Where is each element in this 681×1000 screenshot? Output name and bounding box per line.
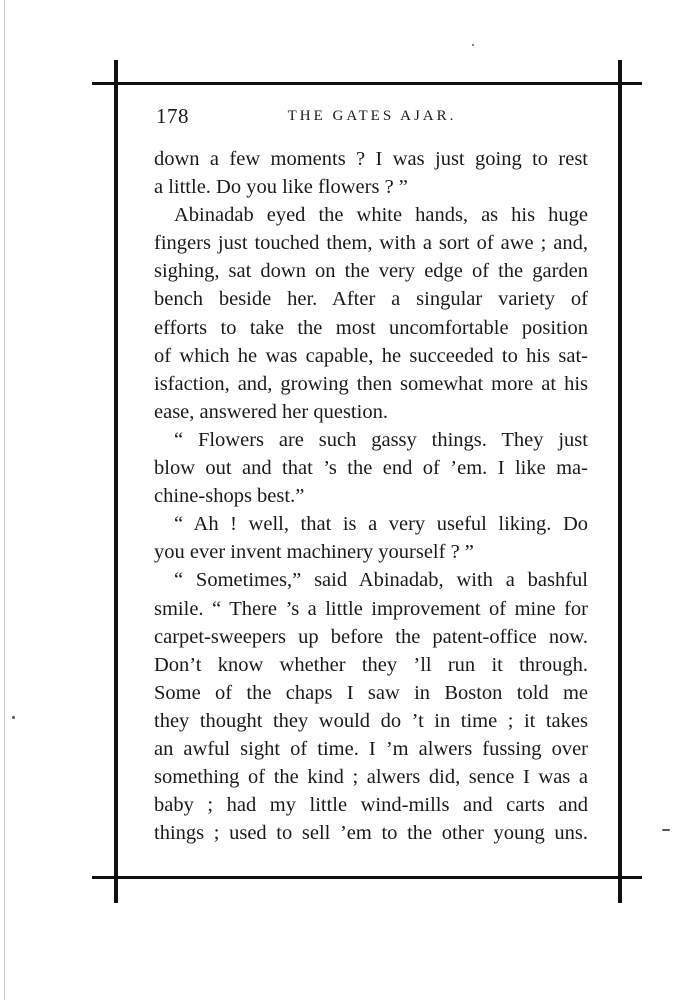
text-line: baby ; had my little wind-mills and carts and [154, 794, 588, 817]
text-line: efforts to take the most uncomfortable position [154, 316, 588, 339]
top-border-rule [92, 82, 642, 85]
right-border-rule [618, 60, 622, 903]
text-line: isfaction, and, growing then somewhat more at his [154, 372, 588, 395]
text-line: something of the kind ; alwers did, sence I was a [154, 766, 588, 789]
text-line: you ever invent machinery yourself ? ” [154, 541, 474, 564]
running-head [156, 104, 588, 128]
text-line: Abinadab eyed the white hands, as his huge [174, 204, 588, 227]
text-line: blow out and that ’s the end of ’em. I like ma- [154, 457, 588, 480]
text-line: down a few moments ? I was just going to rest [154, 148, 588, 170]
text-line: “ Flowers are such gassy things. They just [174, 428, 588, 451]
text-line: carpet-sweepers up before the patent-office now. [154, 625, 588, 648]
page-edge-line [4, 0, 5, 1000]
text-line: bench beside her. After a singular variety of [154, 288, 588, 311]
left-border-rule [114, 60, 118, 903]
text-line: Don’t know whether they ’ll run it through. [154, 653, 588, 676]
text-line: a little. Do you like flowers ? ” [154, 176, 408, 199]
text-line: Some of the chaps I saw in Boston told me [154, 681, 588, 704]
bottom-border-rule [92, 876, 642, 879]
text-line: “ Ah ! well, that is a very useful liking. Do [174, 513, 588, 536]
text-line: chine-shops best.” [154, 485, 305, 508]
page-number: 178 [156, 104, 189, 128]
speck [12, 716, 15, 719]
text-line: they thought they would do ’t in time ; it takes [154, 709, 588, 732]
text-line: “ Sometimes,” said Abinadab, with a bashful [174, 569, 588, 592]
text-line: fingers just touched them, with a sort of awe ; and, [154, 232, 588, 255]
body-text [154, 145, 588, 847]
text-line: an awful sight of time. I ’m alwers fussing over [154, 737, 588, 760]
text-line: of which he was capable, he succeeded to his sat- [154, 344, 588, 367]
speck [662, 829, 670, 831]
text-line: ease, answered her question. [154, 400, 388, 423]
running-title: THE GATES AJAR. [287, 108, 457, 124]
speck [472, 44, 474, 46]
text-line: smile. “ There ’s a little improvement of mine for [154, 597, 588, 620]
text-line: things ; used to sell ’em to the other young uns. [154, 822, 588, 845]
text-line: sighing, sat down on the very edge of the garden [154, 260, 588, 283]
